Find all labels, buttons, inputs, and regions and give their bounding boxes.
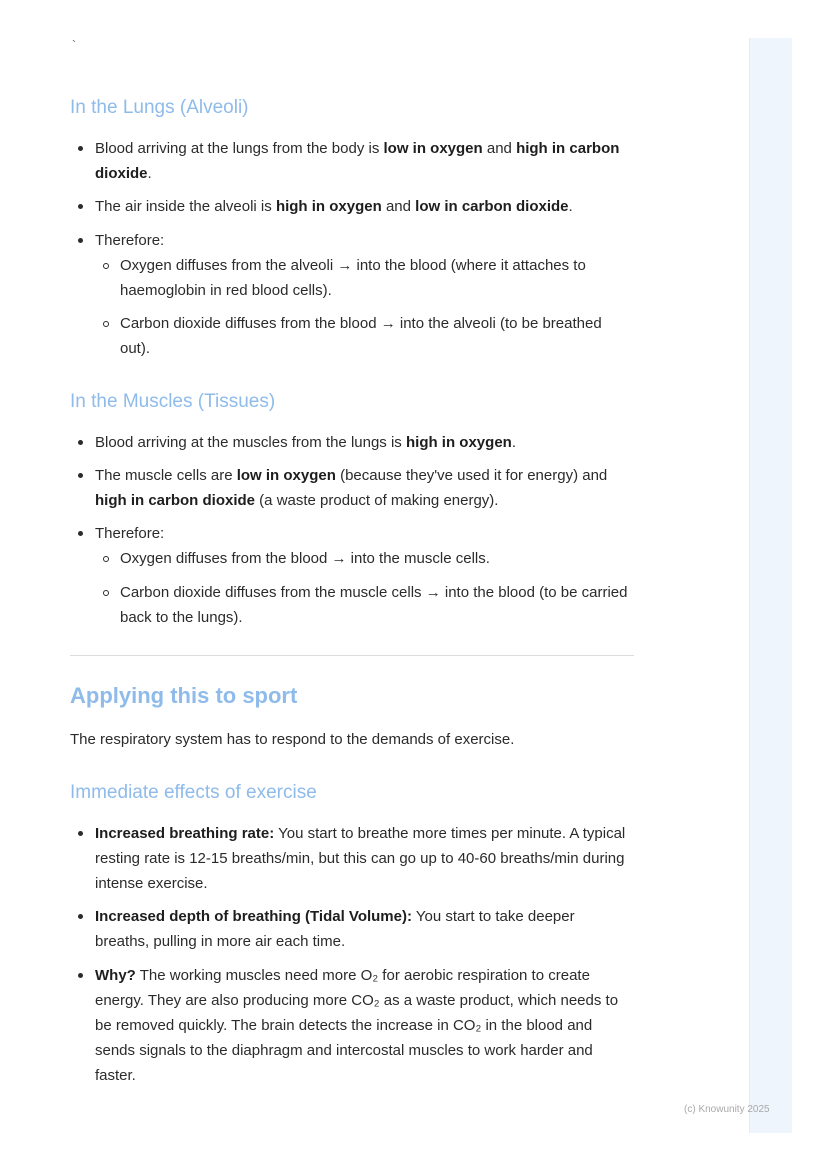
- list-item: Therefore:: [95, 521, 630, 546]
- side-strip: [749, 38, 792, 1133]
- intro-paragraph: The respiratory system has to respond to the demands of exercise.: [70, 731, 515, 748]
- list-item: Why? The working muscles need more O₂ for aerobic respiration to create energy. They are also producing more CO₂ as a waste product, which needs to be removed quickly. The brain detects the increase in CO₂ in the blood and sends signals to the diaphragm and intercostal muscles to work harder and faster.: [95, 963, 630, 1088]
- heading-sport: Applying this to sport: [70, 683, 298, 708]
- stray-mark: `: [72, 38, 76, 52]
- list-item: Therefore:: [95, 228, 630, 253]
- list-item: Blood arriving at the lungs from the body is low in oxygen and high in carbon dioxide.: [95, 136, 630, 186]
- list-item: The muscle cells are low in oxygen (because they've used it for energy) and high in carbon dioxide (a waste product of making energy).: [95, 463, 630, 513]
- heading-muscles: In the Muscles (Tissues): [70, 391, 276, 412]
- heading-immediate-effects: Immediate effects of exercise: [70, 782, 317, 803]
- sub-list-item: Carbon dioxide diffuses from the blood → into the alveoli (to be breathed out).: [120, 311, 630, 361]
- list-item: Increased breathing rate: You start to breathe more times per minute. A typical resting rate is 12-15 breaths/min, but this can go up to 40-60 breaths/min during intense exercise.: [95, 821, 630, 896]
- section-divider: [70, 655, 634, 656]
- sub-list-item: Oxygen diffuses from the alveoli → into the blood (where it attaches to haemoglobin in red blood cells).: [120, 253, 630, 303]
- list-item: Increased depth of breathing (Tidal Volume): You start to take deeper breaths, pulling in more air each time.: [95, 904, 630, 954]
- list-item: Blood arriving at the muscles from the lungs is high in oxygen.: [95, 430, 630, 455]
- heading-lungs: In the Lungs (Alveoli): [70, 97, 249, 118]
- copyright-footer: (c) Knowunity 2025: [684, 1104, 770, 1115]
- sub-list-item: Oxygen diffuses from the blood → into the muscle cells.: [120, 546, 630, 571]
- list-item: The air inside the alveoli is high in oxygen and low in carbon dioxide.: [95, 194, 630, 219]
- sub-list-item: Carbon dioxide diffuses from the muscle cells → into the blood (to be carried back to the lungs).: [120, 580, 630, 630]
